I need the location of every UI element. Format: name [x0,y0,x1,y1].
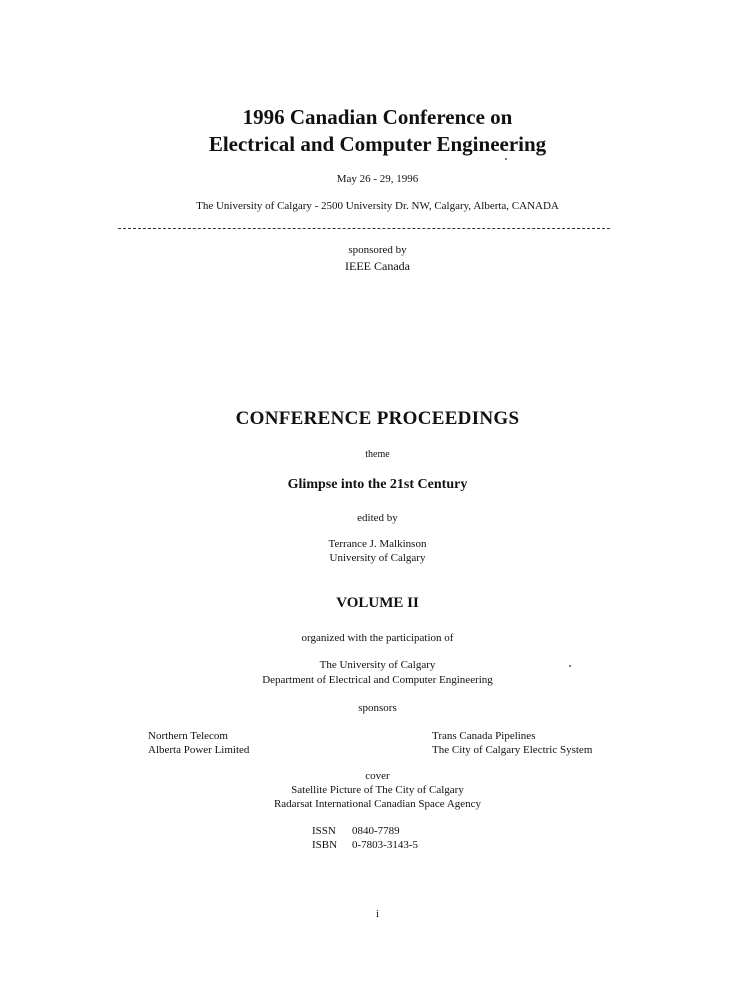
sponsor-item: Northern Telecom [148,730,228,742]
sponsored-by-label: sponsored by [348,244,407,256]
isbn-line [312,838,418,852]
issn-line [312,824,400,838]
issn-label: ISSN [312,825,336,837]
cover-label: cover [365,770,390,782]
conference-title-line2: Electrical and Computer Engineering [208,132,547,156]
divider-rule [118,228,610,229]
main-sponsor: IEEE Canada [345,259,410,273]
theme-title: Glimpse into the 21st Century [287,477,468,492]
isbn-label: ISBN [312,839,338,851]
volume-label: VOLUME II [336,595,419,611]
participating-org-line2: Department of Electrical and Computer Engineering [262,674,493,686]
conference-title-line1: 1996 Canadian Conference on [242,105,513,129]
sponsor-item: Alberta Power Limited [148,744,250,756]
conference-dates: May 26 - 29, 1996 [336,173,419,185]
issn-value: 0840-7789 [352,825,400,837]
theme-label: theme [365,449,390,460]
edited-by-label: edited by [357,512,398,524]
cover-line1: Satellite Picture of The City of Calgary [291,784,464,796]
page-number: i [375,908,380,920]
sponsors-right-column [432,729,592,757]
sponsors-label: sponsors [358,702,397,714]
editor-name: Terrance J. Malkinson [328,538,427,550]
cover-line2: Radarsat International Canadian Space Agency [273,798,482,810]
sponsors-left-column [148,729,249,757]
participation-label: organized with the participation of [301,632,454,644]
scan-speck [569,665,571,667]
sponsor-item: Trans Canada Pipelines [432,730,536,742]
sponsor-item: The City of Calgary Electric System [432,744,593,756]
scan-speck [505,158,507,160]
editor-affiliation: University of Calgary [329,552,426,564]
proceedings-heading: CONFERENCE PROCEEDINGS [235,408,520,429]
participating-org-line1: The University of Calgary [319,659,436,671]
conference-venue: The University of Calgary - 2500 University Dr. NW, Calgary, Alberta, CANADA [196,200,559,212]
isbn-value: 0-7803-3143-5 [352,839,418,851]
